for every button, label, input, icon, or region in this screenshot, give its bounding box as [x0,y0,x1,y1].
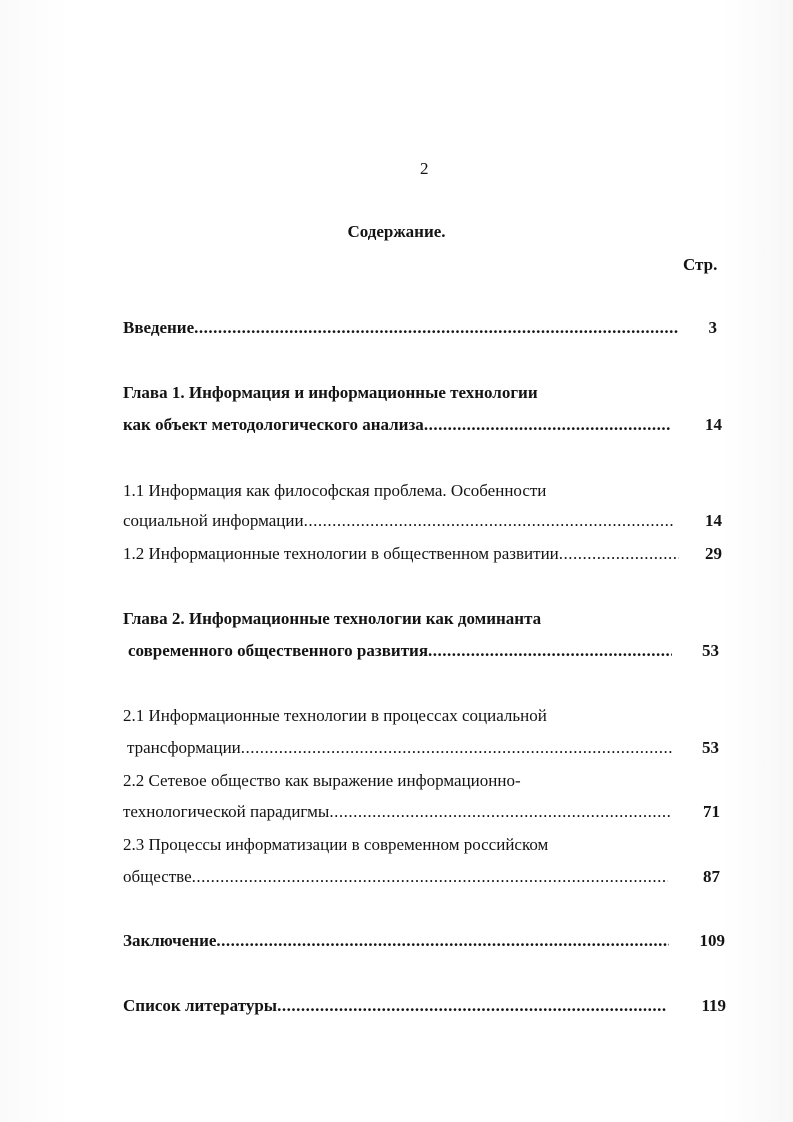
toc-entry-section-2-2 [123,802,670,822]
toc-entry-section-2-1 [127,738,672,758]
toc-page-number: 53 [702,641,719,660]
toc-entry-label: 1.2 Информационные технологии в общественном развитии [123,544,559,563]
toc-entry-introduction [123,318,679,338]
scan-shadow-left [0,0,70,1122]
toc-page-number: 29 [705,544,722,563]
page-title: Содержание. [347,222,446,241]
toc-leader-dots [216,931,669,951]
toc-entry-bibliography [123,996,666,1016]
toc-leader-dots [304,511,675,531]
toc-page-number: 109 [699,931,725,950]
toc-entry-label: социальной информации [123,511,304,530]
toc-entry-conclusion [123,931,669,951]
toc-section-2-1-line1: 2.1 Информационные технологии в процессах социальной [123,706,547,725]
toc-entry-label: обществе [123,867,192,886]
page-number: 2 [420,159,429,178]
toc-entry-section-2-3 [123,867,668,887]
toc-page-number: 3 [708,318,717,337]
toc-section-1-1-line1: 1.1 Информация как философская проблема. Особенности [123,481,547,500]
toc-page-number: 14 [705,511,722,530]
toc-entry-label: современного общественного развития [128,641,429,660]
toc-chapter-1-line1: Глава 1. Информация и информационные технологии [123,383,538,402]
toc-section-2-2-line1: 2.2 Сетевое общество как выражение информационно- [123,771,521,790]
toc-leader-dots [424,415,671,435]
toc-entry-section-1-2 [123,544,679,564]
toc-page-number: 53 [702,738,719,757]
toc-chapter-2-line1: Глава 2. Информационные технологии как доминанта [123,609,542,628]
scan-shadow-right [723,0,793,1122]
toc-leader-dots [559,544,679,564]
toc-entry-label: трансформации [127,738,241,757]
toc-entry-label: Заключение [123,931,217,950]
toc-entry-label: как объект методологического анализа [123,415,424,434]
toc-page-number: 119 [701,996,726,1015]
toc-entry-label: Список литературы [123,996,278,1015]
toc-entry-chapter-2 [128,641,672,661]
toc-section-2-3-line1: 2.3 Процессы информатизации в современном российском [123,835,549,854]
toc-entry-label: технологической парадигмы [123,802,330,821]
toc-leader-dots [428,641,672,661]
toc-leader-dots [192,867,668,887]
toc-page-number: 71 [703,802,720,821]
toc-entry-chapter-1 [123,415,671,435]
toc-leader-dots [277,996,666,1016]
page-column-label: Стр. [683,255,718,274]
toc-entry-label: Введение [123,318,195,337]
toc-leader-dots [241,738,672,758]
toc-page-number: 87 [703,867,720,886]
toc-entry-section-1-1 [123,511,675,531]
toc-leader-dots [329,802,670,822]
toc-leader-dots [194,318,679,338]
toc-page-number: 14 [705,415,722,434]
